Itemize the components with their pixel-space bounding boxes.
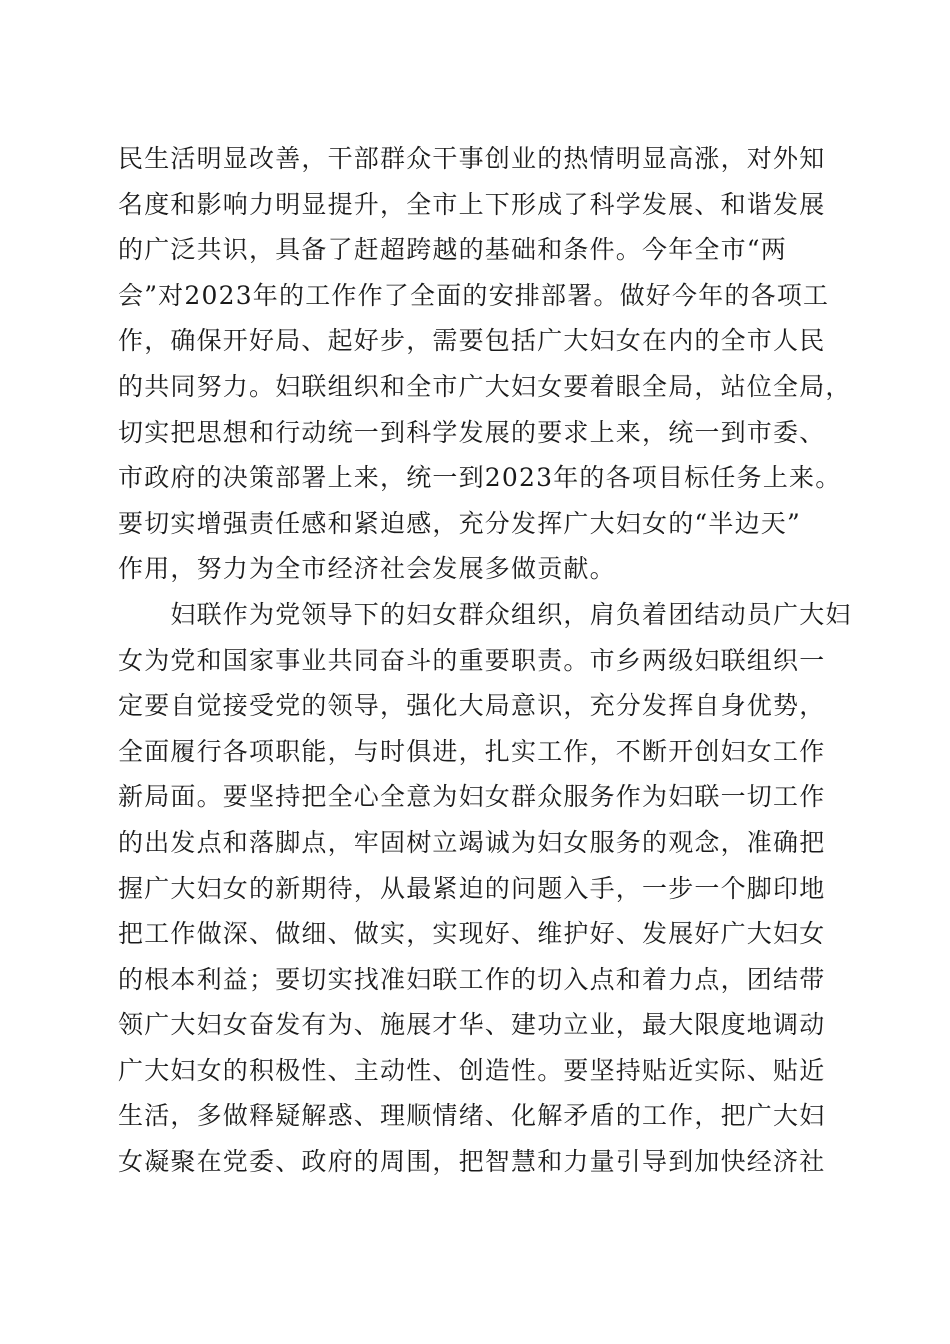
text-line: 民生活明显改善，干部群众干事创业的热情明显高涨，对外知 <box>118 144 826 173</box>
text-line: 握广大妇女的新期待，从最紧迫的问题入手，一步一个脚印地 <box>118 873 826 903</box>
body-text <box>118 136 852 1185</box>
text-line: 的出发点和落脚点，牢固树立竭诚为妇女服务的观念，准确把 <box>118 827 826 857</box>
text-line: 要切实增强责任感和紧迫感，充分发挥广大妇女的“半边天” <box>118 508 801 538</box>
text-line: 市政府的决策部署上来，统一到2023年的各项目标任务上来。 <box>118 463 842 493</box>
text-line: 的广泛共识，具备了赶超跨越的基础和条件。今年全市“两 <box>118 235 787 265</box>
text-line: 的根本利益；要切实找准妇联工作的切入点和着力点，团结带 <box>118 964 826 994</box>
paragraph-start-line: 妇联作为党领导下的妇女群众组织，肩负着团结动员广大妇 <box>118 599 852 629</box>
text-line: 作，确保开好局、起好步，需要包括广大妇女在内的全市人民 <box>118 326 826 356</box>
text-line: 名度和影响力明显提升，全市上下形成了科学发展、和谐发展 <box>118 189 826 219</box>
text-line: 把工作做深、做细、做实，实现好、维护好、发展好广大妇女 <box>118 919 826 949</box>
text-line: 切实把思想和行动统一到科学发展的要求上来，统一到市委、 <box>118 417 826 447</box>
text-line: 女为党和国家事业共同奋斗的重要职责。市乡两级妇联组织一 <box>118 645 826 675</box>
text-line: 定要自觉接受党的领导，强化大局意识，充分发挥自身优势， <box>118 691 826 721</box>
text-line: 广大妇女的积极性、主动性、创造性。要坚持贴近实际、贴近 <box>118 1055 826 1085</box>
text-line: 的共同努力。妇联组织和全市广大妇女要着眼全局，站位全局， <box>118 371 852 401</box>
text-line: 全面履行各项职能，与时俱进，扎实工作，不断开创妇女工作 <box>118 736 826 766</box>
text-line: 新局面。要坚持把全心全意为妇女群众服务作为妇联一切工作 <box>118 782 826 812</box>
text-line: 领广大妇女奋发有为、施展才华、建功立业，最大限度地调动 <box>118 1010 826 1040</box>
text-line: 女凝聚在党委、政府的周围，把智慧和力量引导到加快经济社 <box>118 1147 826 1177</box>
text-line: 会”对2023年的工作作了全面的安排部署。做好今年的各项工 <box>118 280 830 310</box>
text-line: 作用，努力为全市经济社会发展多做贡献。 <box>118 554 616 584</box>
text-line: 生活，多做释疑解惑、理顺情绪、化解矛盾的工作，把广大妇 <box>118 1101 826 1131</box>
